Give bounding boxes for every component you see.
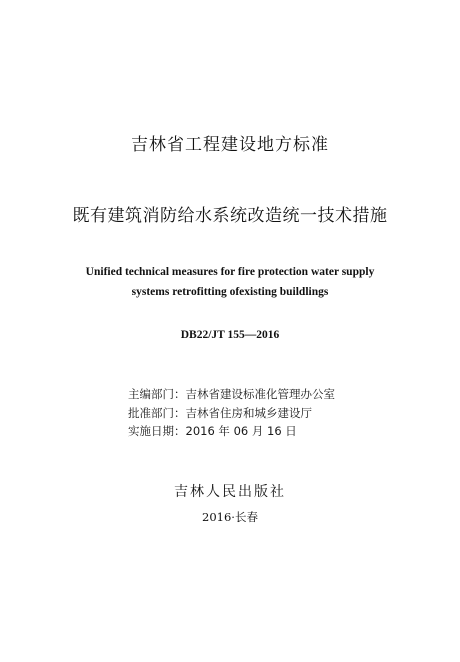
implementation-date-row <box>128 422 335 441</box>
standard-type-heading: 吉林省工程建设地方标准 <box>131 135 329 155</box>
chinese-title: 既有建筑消防给水系统改造统一技术措施 <box>72 206 388 226</box>
editor-label: 主编部门： <box>128 387 186 401</box>
date-label: 实施日期： <box>128 424 186 438</box>
publication-place-year: 2016·长春 <box>202 510 258 524</box>
metadata-block <box>128 385 335 441</box>
editor-value: 吉林省建设标准化管理办公室 <box>185 387 335 401</box>
editor-row <box>128 385 335 404</box>
english-title-line-2: systems retrofitting ofexisting buildlings <box>131 286 329 298</box>
approver-row <box>128 404 335 423</box>
publisher-name: 吉林人民出版社 <box>174 484 286 500</box>
date-value: 2016 年 06 月 16 日 <box>185 424 297 438</box>
english-title <box>40 262 420 302</box>
approver-label: 批准部门： <box>128 405 186 420</box>
english-title-line-1: Unified technical measures for fire protection water supply <box>85 266 375 278</box>
approver-value: 吉林省住房和城乡建设厅 <box>185 405 312 420</box>
standard-code: DB22/JT 155—2016 <box>180 329 280 341</box>
